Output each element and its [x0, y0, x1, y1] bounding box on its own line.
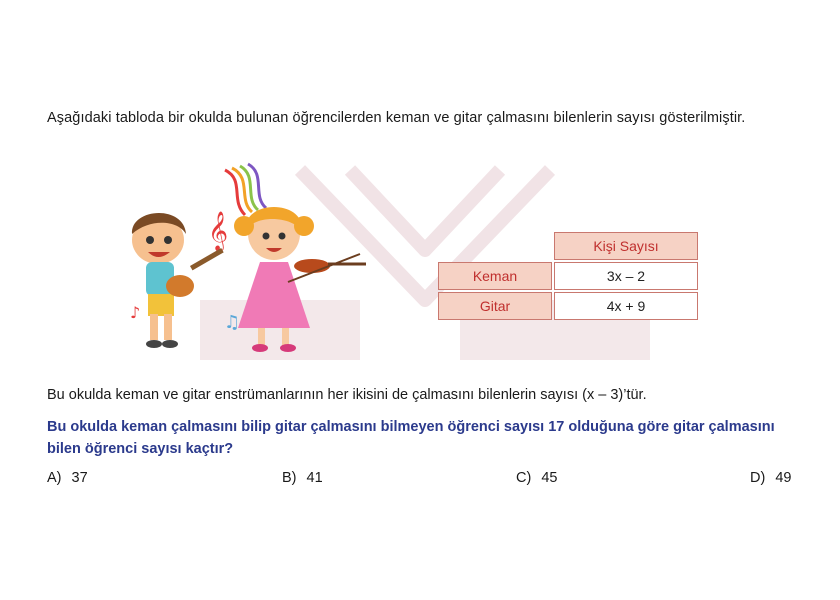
option-d[interactable]: [750, 470, 791, 486]
option-value: 41: [306, 470, 323, 486]
question-text: Bu okulda keman çalmasını bilip gitar çalmasını bilmeyen öğrenci sayısı 17 olduğuna göre gitar çalmasını bilen öğrenci sayısı kaçtır?: [47, 419, 775, 457]
row-value-keman: 3x – 2: [554, 262, 698, 290]
instrument-table: [436, 230, 700, 322]
row-value-gitar: 4x + 9: [554, 292, 698, 320]
table-header-row: [438, 232, 698, 260]
table-corner: [438, 232, 552, 260]
row-label-gitar: Gitar: [438, 292, 552, 320]
svg-text:𝄞: 𝄞: [208, 211, 229, 251]
info-text: Bu okulda keman ve gitar enstrümanlarının her ikisini de çalmasını bilenlerin sayısı (x – 3)’tür.: [47, 387, 647, 403]
girl-with-violin: [234, 207, 366, 352]
option-c[interactable]: [516, 470, 557, 486]
option-letter: C): [516, 470, 532, 486]
option-value: 37: [71, 470, 88, 486]
table-row: [438, 292, 698, 320]
option-letter: A): [47, 470, 62, 486]
option-letter: B): [282, 470, 297, 486]
option-value: 45: [541, 470, 558, 486]
children-music-illustration: [120, 160, 380, 360]
option-letter: D): [750, 470, 766, 486]
row-label-keman: Keman: [438, 262, 552, 290]
option-value: 49: [775, 470, 792, 486]
svg-text:♫: ♫: [224, 312, 241, 333]
svg-text:♪: ♪: [130, 303, 141, 322]
intro-text: Aşağıdaki tabloda bir okulda bulunan öğrencilerden keman ve gitar çalmasını bilenlerin sayısı gösterilmiştir.: [47, 110, 746, 126]
table-row: [438, 262, 698, 290]
option-a[interactable]: [47, 470, 88, 486]
column-header-kisi-sayisi: Kişi Sayısı: [554, 232, 698, 260]
option-b[interactable]: [282, 470, 323, 486]
